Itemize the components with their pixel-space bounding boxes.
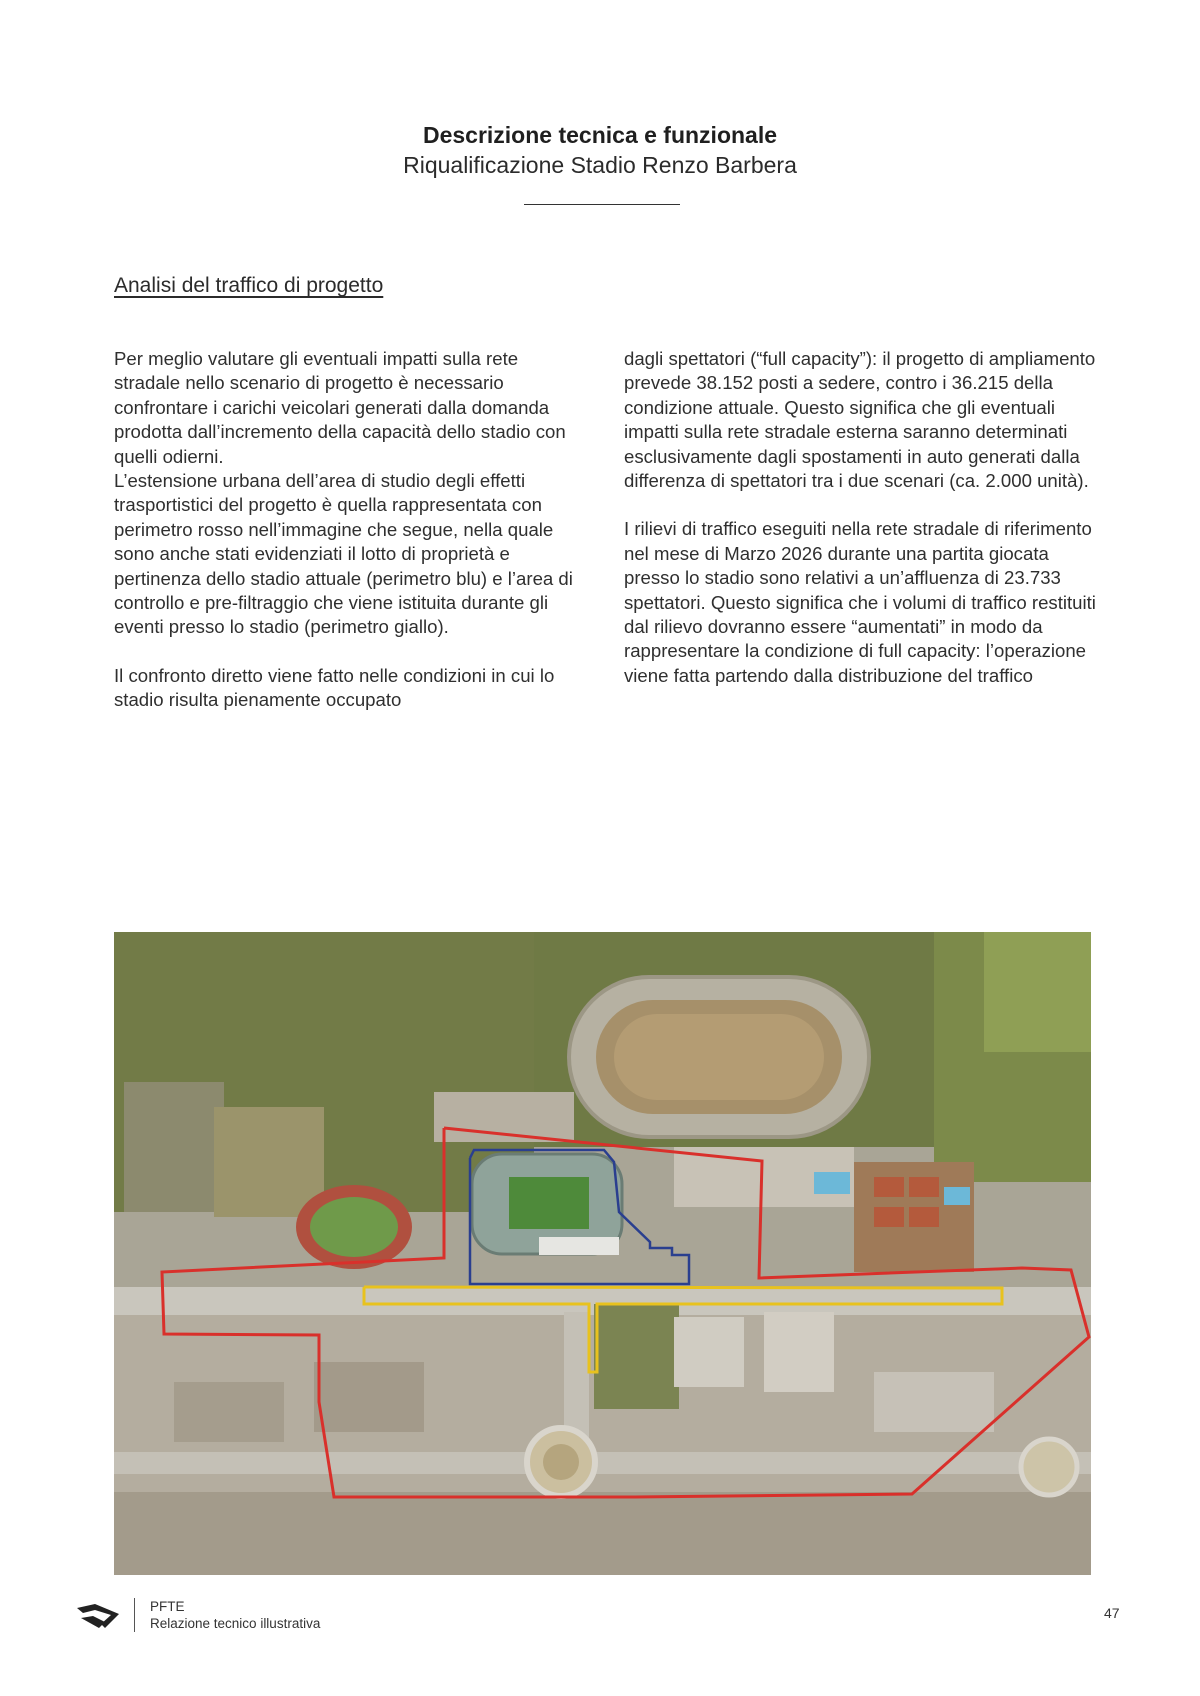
swimming-pool [944, 1187, 970, 1205]
footer-label [150, 1598, 320, 1632]
roundabout-center [543, 1444, 579, 1480]
document-title: Descrizione tecnica e funzionale [422, 122, 778, 148]
main-road [114, 1452, 1091, 1474]
swimming-pool [814, 1172, 850, 1194]
document-subtitle: Riqualificazione Stadio Renzo Barbera [403, 152, 797, 178]
text-column-left [114, 347, 589, 737]
paragraph: Il confronto diretto viene fatto nelle condizioni in cui lo stadio risulta pienamente occupato [114, 664, 555, 711]
building-block [764, 1312, 834, 1392]
building-block [674, 1317, 744, 1387]
page-header [0, 120, 1200, 180]
stadium-pitch [509, 1177, 589, 1229]
palermo-logo-icon [75, 1598, 123, 1632]
paragraph: I rilievi di traffico eseguiti nella rete stradale di riferimento nel mese di Marzo 2026 durante una partita giocata presso lo stadio sono relativi a un’affluenza di 23.733 spettatori. Questo significa che i volumi di traffico restituiti dal rilievo dovranno essere “aumentati” in modo da rappresentare la condizione di full capacity: l’operazione viene fatta partendo dalla distribuzione del traffico [624, 518, 1096, 686]
text-column-right [624, 347, 1099, 712]
building-block [874, 1372, 994, 1432]
tennis-court [909, 1177, 939, 1197]
aerial-photo-map [114, 932, 1091, 1575]
page-number: 47 [1104, 1605, 1120, 1621]
paragraph: dagli spettatori (“full capacity”): il progetto di ampliamento prevede 38.152 posti a sedere, contro i 36.215 della condizione attuale. Questo significa che gli eventuali impatti sulla rete stradale esterna saranno determinati esclusivamente dagli spostamenti in auto generati dalla differenza di spettatori tra i due scenari (ca. 2.000 unità). [624, 348, 1096, 492]
golf-course [984, 932, 1091, 1052]
athletics-field [310, 1197, 398, 1257]
tennis-court [874, 1207, 904, 1227]
building-block [174, 1382, 284, 1442]
header-divider [524, 204, 680, 205]
urban-area [114, 1492, 1091, 1575]
stadium-roof [539, 1237, 619, 1255]
section-title: Analisi del traffico di progetto [114, 274, 384, 297]
footer-line-2: Relazione tecnico illustrativa [150, 1616, 321, 1631]
olive-grove [214, 1107, 324, 1217]
building-block [314, 1362, 424, 1432]
tennis-court [874, 1177, 904, 1197]
hippodrome-inner [614, 1014, 824, 1100]
park-area [594, 1304, 679, 1409]
paragraph: Per meglio valutare gli eventuali impatti sulla rete stradale nello scenario di progetto è necessario confrontare i carichi veicolari generati dalla domanda prodotta dall’incremento della capacità dello stadio con quelli odierni. L’estensione urbana dell’area di studio degli effetti trasportistici del progetto è quella rappresentata con perimetro rosso nell’immagine che segue, nella quale sono anche stati evidenziati il lotto di proprietà e pertinenza dello stadio attuale (perimetro blu) e l’area di controllo e pre-filtraggio che viene istituita durante gli eventi presso lo stadio (perimetro giallo). [114, 348, 573, 638]
footer-line-1: PFTE [150, 1599, 185, 1614]
roundabout [1021, 1439, 1077, 1495]
aerial-map [114, 932, 1091, 1575]
tennis-court [909, 1207, 939, 1227]
footer-divider [134, 1598, 135, 1632]
open-field [124, 1082, 224, 1212]
